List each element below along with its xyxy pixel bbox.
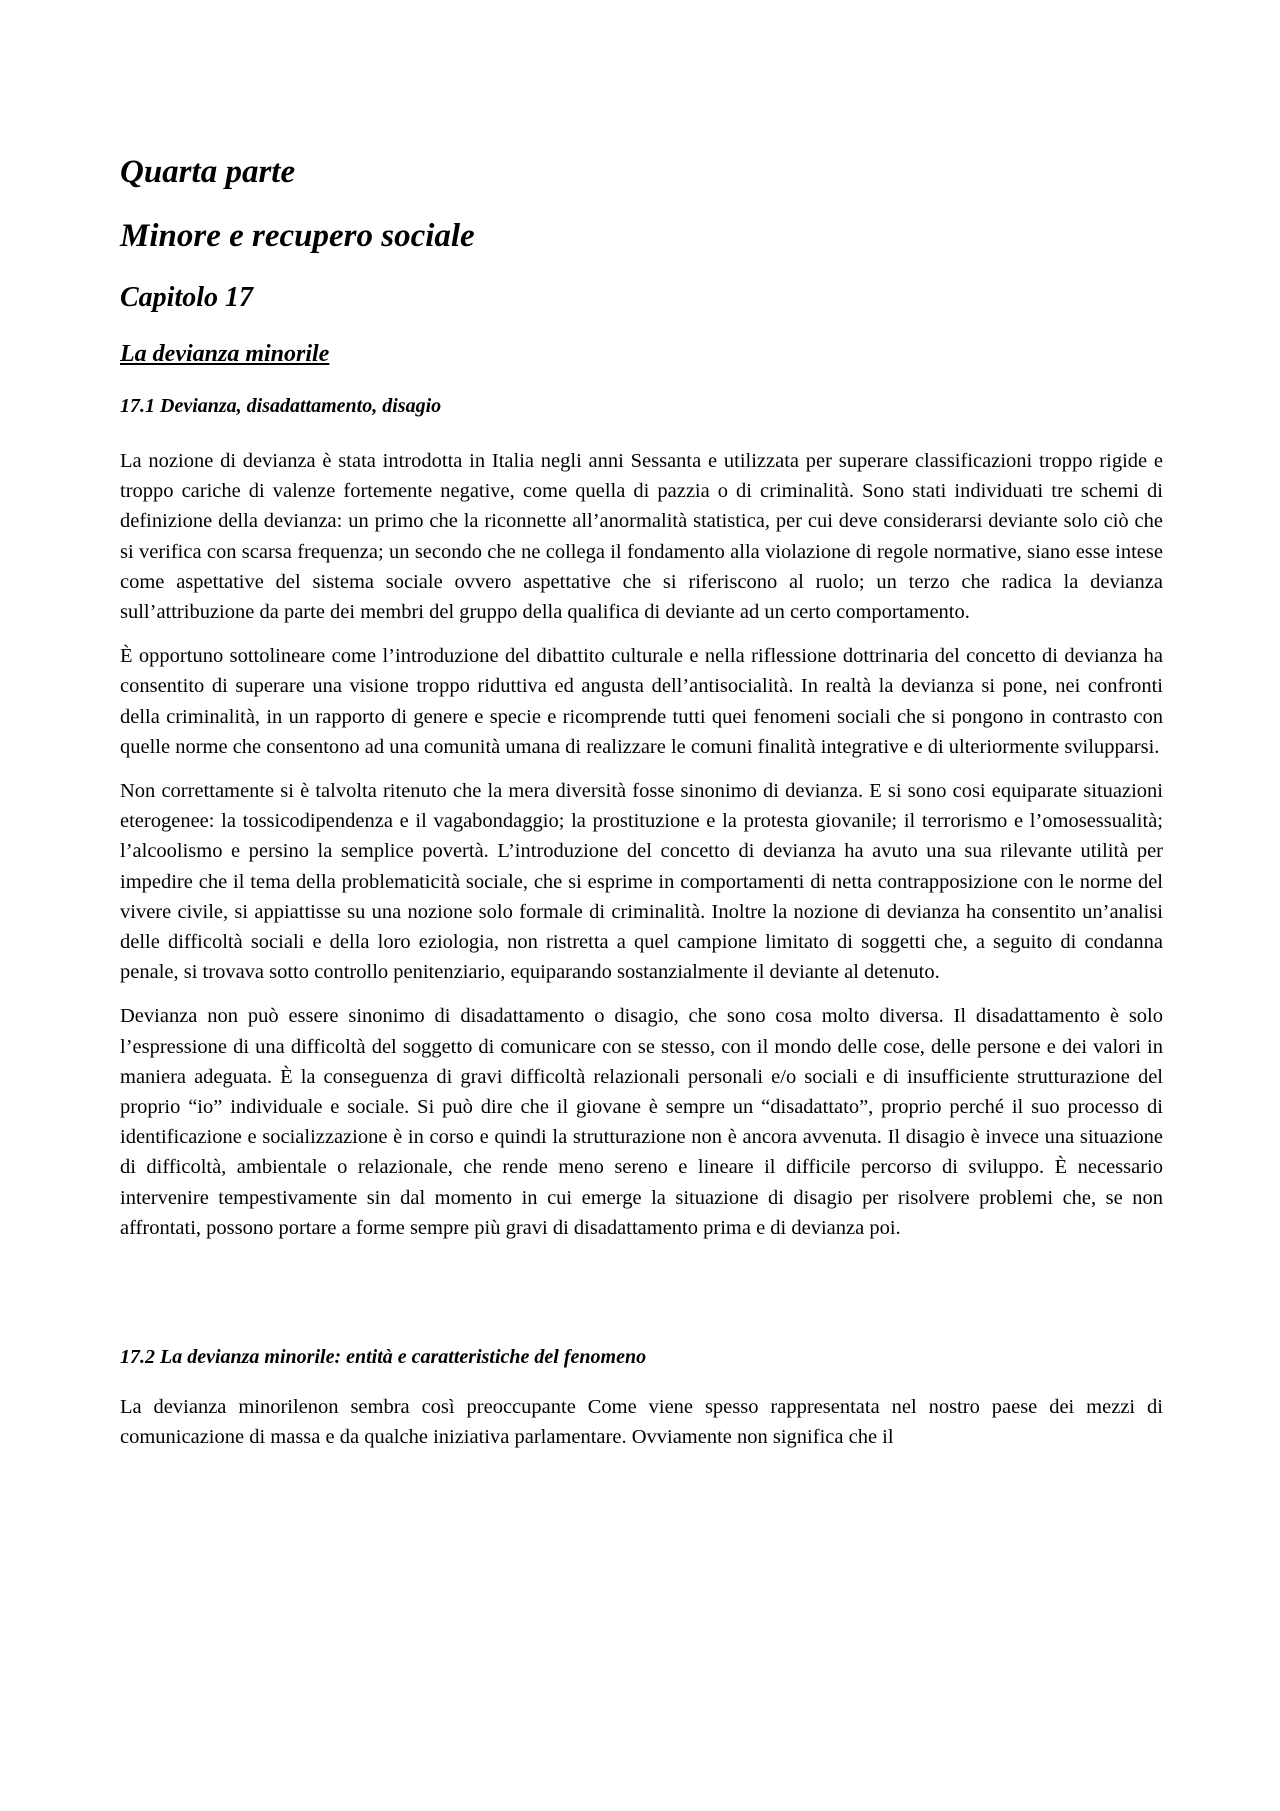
document-page — [120, 152, 1163, 1452]
paragraph: La nozione di devianza è stata introdotta in Italia negli anni Sessanta e utilizzata per superare classificazioni troppo rigide e troppo cariche di valenze fortemente negative, come quella di pazzia o di criminalità. Sono stati individuati tre schemi di definizione della devianza: un primo che la riconnette all’anormalità statistica, per cui deve considerarsi deviante solo ciò che si verifica con scarsa frequenza; un secondo che ne collega il fondamento alla violazione di regole normative, siano esse intese come aspettative del sistema sociale ovvero aspettative che si riferiscono al ruolo; un terzo che radica la devianza sull’attribuzione da parte dei membri del gruppo della qualifica di deviante ad un certo comportamento. — [120, 450, 1163, 624]
chapter-title: Capitolo 17 — [120, 282, 254, 313]
part-title: Quarta parte — [120, 154, 296, 190]
part-subtitle: Minore e recupero sociale — [120, 218, 475, 254]
paragraph: Devianza non può essere sinonimo di disadattamento o disagio, che sono cosa molto diversa. Il disadattamento è solo l’espressione di una difficoltà del soggetto di comunicare con se stesso, con il mondo delle cose, delle persone e dei valori in maniera adeguata. È la conseguenza di gravi difficoltà relazionali personali e/o sociali e di insufficiente strutturazione del proprio “io” individuale e sociale. Si può dire che il giovane è sempre un “disadattato”, proprio perché il suo processo di identificazione e socializzazione è in corso e quindi la strutturazione non è ancora avvenuta. Il disagio è invece una situazione di difficoltà, ambientale o relazionale, che rende meno sereno e lineare il difficile percorso di sviluppo. È necessario intervenire tempestivamente sin dal momento in cui emerge la situazione di disagio per risolvere problemi che, se non affrontati, possono portare a forme sempre più gravi di disadattamento prima e di devianza poi. — [120, 1005, 1163, 1239]
section-heading-17-1: 17.1 Devianza, disadattamento, disagio — [120, 395, 442, 417]
paragraph: Non correttamente si è talvolta ritenuto che la mera diversità fosse sinonimo di devianza. E si sono cosi equiparate situazioni eterogenee: la tossicodipendenza e il vagabondaggio; la prostituzione e la protesta giovanile; il terrorismo e l’omosessualità; l’alcoolismo e persino la semplice povertà. L’introduzione del concetto di devianza ha avuto una sua rilevante utilità per impedire che il tema della problematicità sociale, che si esprime in comportamenti di netta contrapposizione con le norme del vivere civile, si appiattisse su una nozione solo formale di criminalità. Inoltre la nozione di devianza ha consentito un’analisi delle difficoltà sociali e della loro eziologia, non ristretta a quel campione limitato di soggetti che, a seguito di condanna penale, si trovava sotto controllo penitenziario, equiparando sostanzialmente il deviante al detenuto. — [120, 780, 1163, 984]
paragraph: È opportuno sottolineare come l’introduzione del dibattito culturale e nella riflessione dottrinaria del concetto di devianza ha consentito di superare una visione troppo riduttiva ed angusta dell’antisocialità. In realtà la devianza si pone, nei confronti della criminalità, in un rapporto di genere e specie e ricomprende tutti quei fenomeni sociali che si pongono in contrasto con quelle norme che consentono ad una comunità umana di realizzare le comuni finalità integrative e di ulteriormente svilupparsi. — [120, 645, 1163, 758]
chapter-subtitle: La devianza minorile — [120, 341, 330, 367]
section-heading-17-2: 17.2 La devianza minorile: entità e caratteristiche del fenomeno — [120, 1346, 647, 1369]
paragraph: La devianza minorilenon sembra così preoccupante Come viene spesso rappresentata nel nostro paese dei mezzi di comunicazione di massa e da qualche iniziativa parlamentare. Ovviamente non significa che il — [120, 1396, 1163, 1449]
